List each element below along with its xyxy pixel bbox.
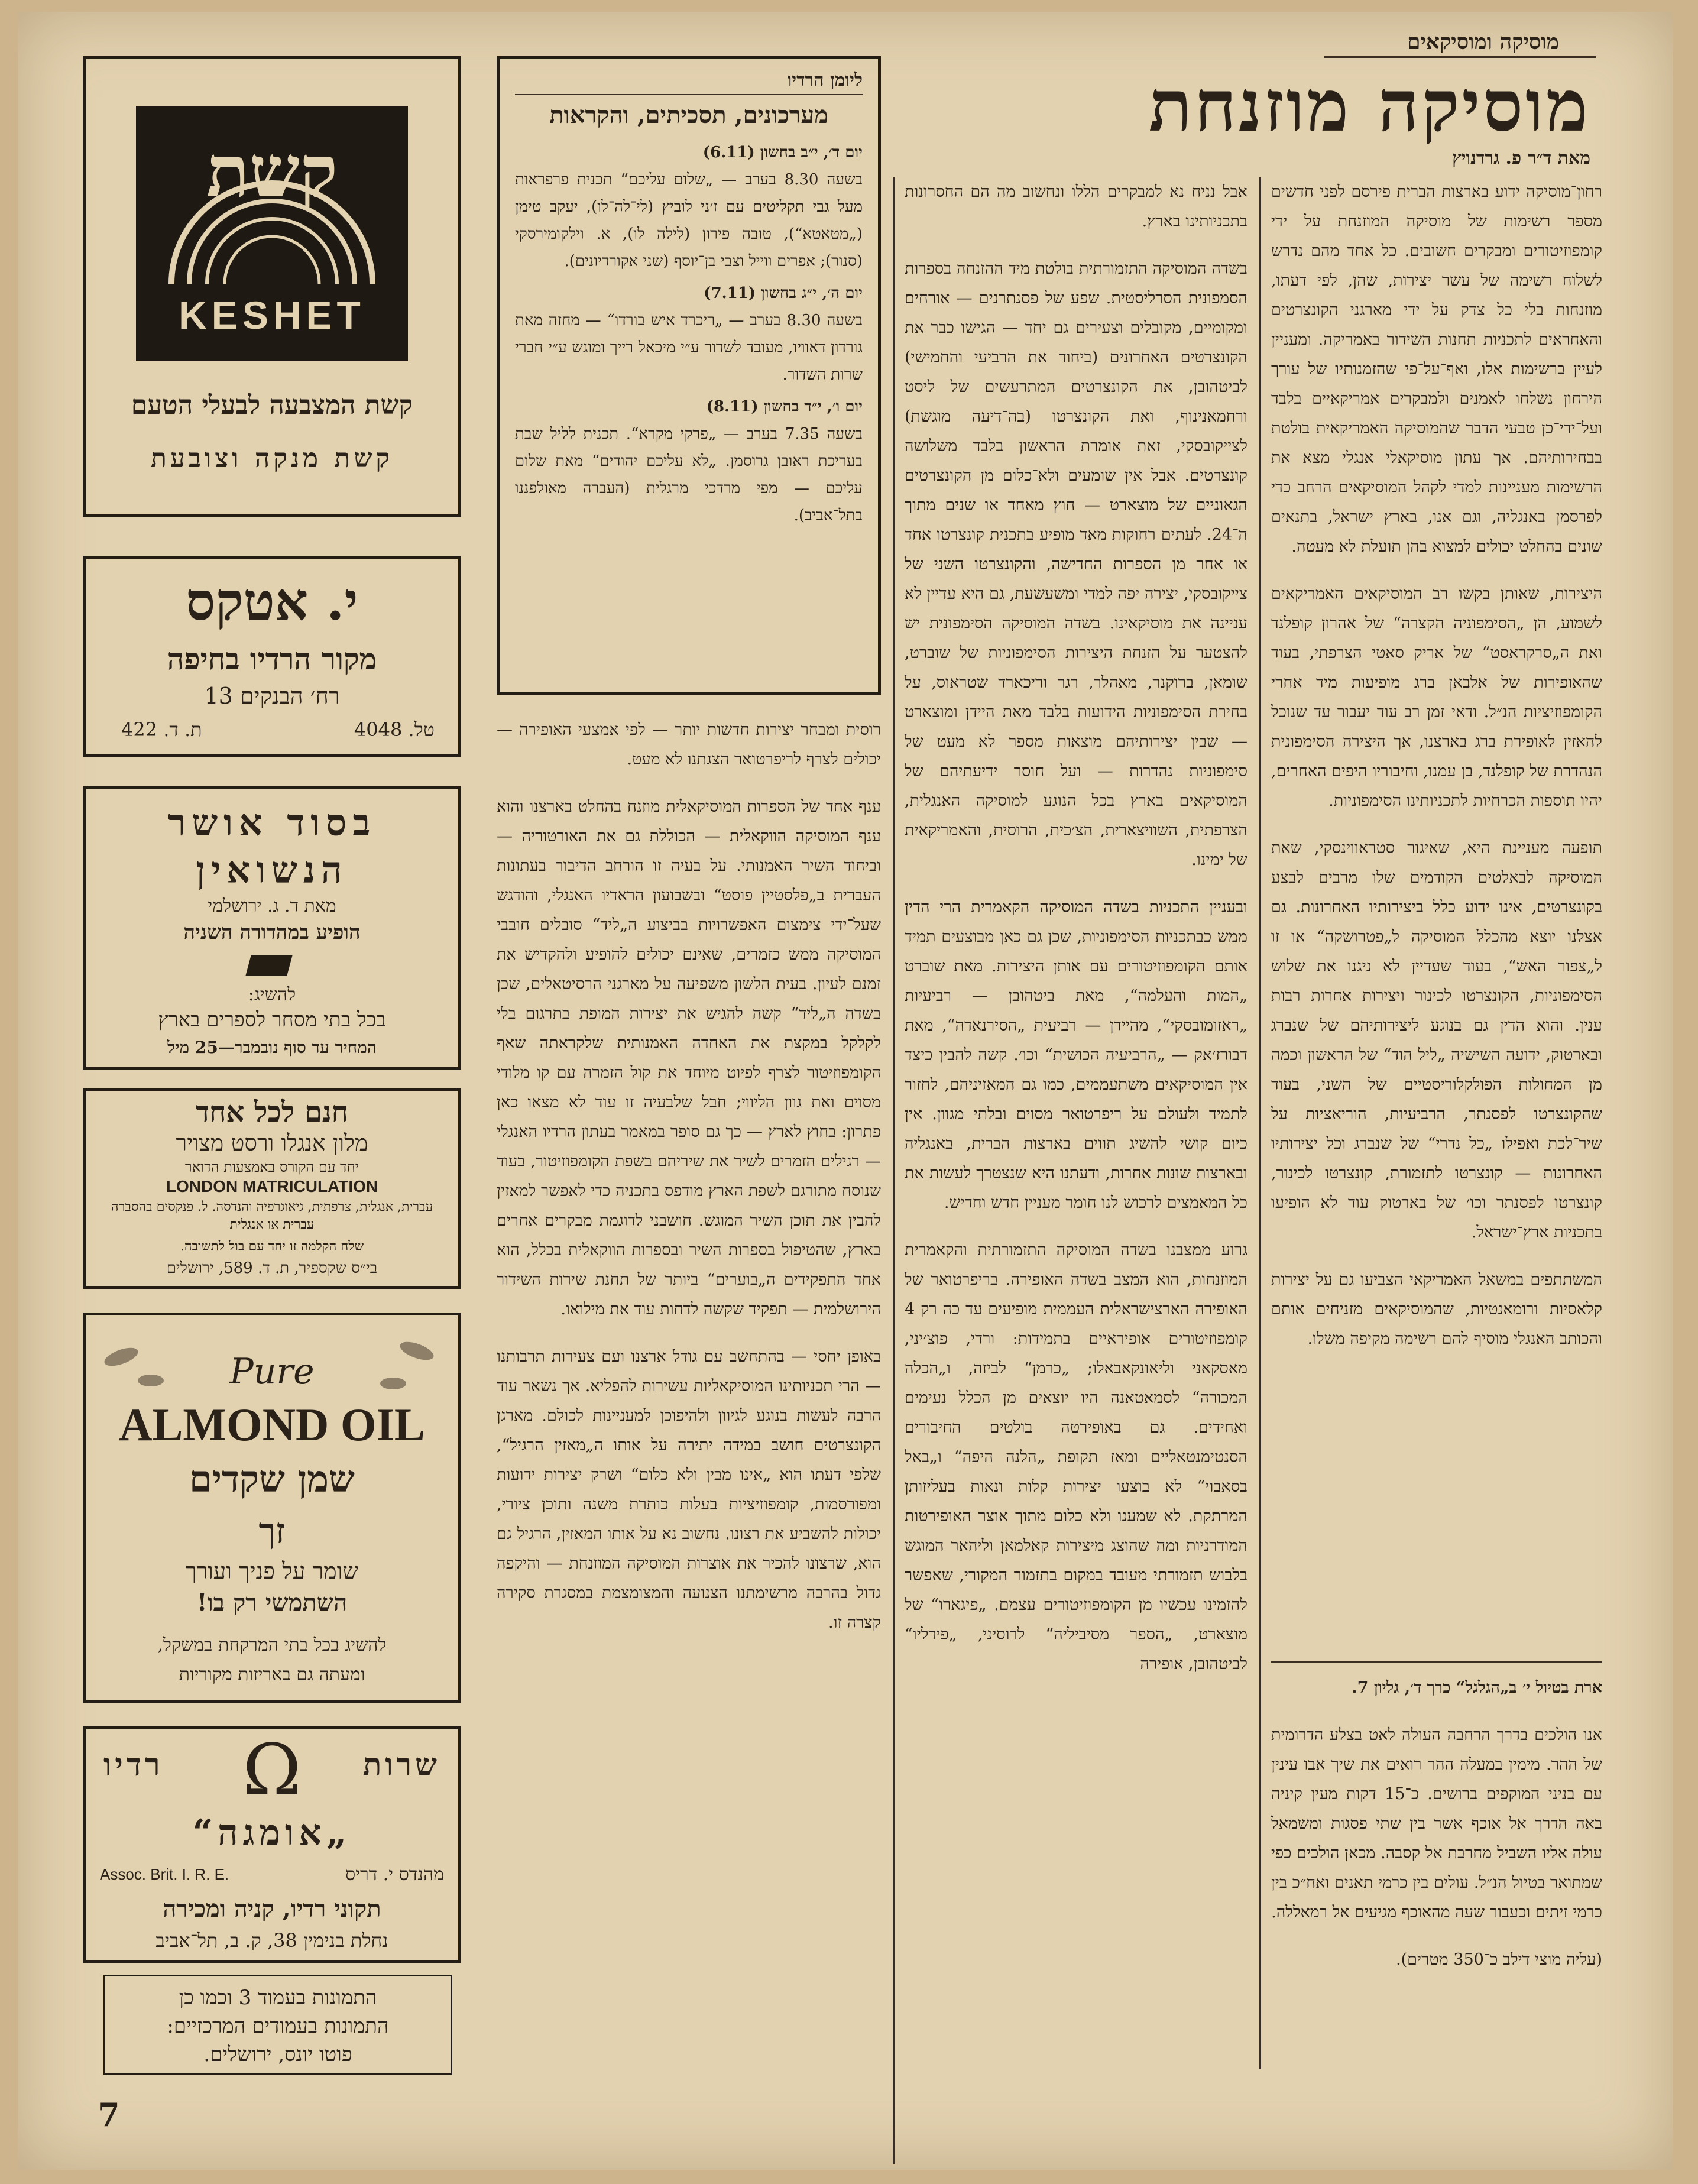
hike-note [1271,1673,1602,1992]
book-get-label: להשיג: [248,984,296,1005]
paragraph: רוסית ומבחר יצירות חדשות יותר — לפי אמצעי האופירה — יכולים לצרף לריפרטואר הצגתנו לא מעט. [497,721,881,769]
keshet-line-2: קשת מנקה וצובעת [151,443,393,474]
hotel-name: מלון אנגלו ורסט מצויר [176,1130,368,1156]
hotel-desc-1: יחד עם הקורס באמצעות הדואר [184,1159,359,1175]
omega-radio-ad [83,1726,461,1963]
omega-eng-assoc: Assoc. Brit. I. R. E. [100,1865,229,1883]
atkes-name: י. אטקס [186,571,358,632]
paragraph: ענף אחד של הספרות המוסיקאלית מוזנח בהחלט בארצנו והוא ענף המוסיקה הווקאלית — הכוללת גם את האורטוריה — וביחוד השיר האמנותי. על בעיה זו הורחב הדיבור בעתונות העברית ב„פלסטיין פוסט“ ובשבועון הראדיו האנגלי, והודגש שעל־ידי צימצום האפשרויות בביצוע ה„ליד“ סובלים חובבי המוסיקה ממש כזמרים, שאינם יכולים להופיע ולהקדיש את זמנם לעיון. בעית הלשון משפיעה על מארגני הרסיטאלים, שכן בשדה ה„ליד“ קשה להגיש את יצירות המופת בתרגום בלי לקלקל במקצת את האחדה האמנותית שלקראתה שאף הקומפוזיטור לצרף לפיוט מיוחד את קול הזמרה עם קו מלודי מסוים ואת גוון הליווי; חבל שלבעיה זו עוד לא מצאו כאן פתרון: בחוץ לארץ — כך גם סופר במאמר בעתון הרדיו האנגלי — רגילים הזמרים לשיר את שיריהם בשפת הקומפוזיטור, בעוד שנוסח מתורגם לשפת הארץ מודפס בתכניה כדי לאפשר למאזין להבין את תוכן השיר המוגש. חושבני לדוגמת מבקרים אחרים בארץ, שהטיפול בספרות השיר ובספרות הווקאלית בכלל, הוא אחד התפקידים ה„בוערים“ ביותר של תחנת שירות השידור הירושלמית — תפקיד שקשה לדחות עוד את מילואו. [497,798,882,1318]
hike-note-source: ארת בטיול י׳ ב„הגלגל“ כרך ד׳, גליון 7. [1352,1678,1602,1697]
paragraph: ובעניין התכניות בשדה המוסיקה הקאמרית הרי הדין ממש כבתכניות הסימפוניות, שכן גם כאן מבוצעים תמיד אותם הקומפוזיטורים עם אותן היצירות. מאת שוברט „המות והעלמה“, מאת ביטהובן — רביעיות „ראזומובסקי“, מהיידן — רביעית „הסירנאדה“, מאת דבורז׳אק — „הרביעיה הכושית“ וכו׳. קשה להבין כיצד אין המוסיקאים משתעממים, כמו גם המאזיניהם, לחזור לתמיד ולעולם על ריפרטואר מסוים ובלתי מגוון. אין כיום קושי להשיג תווים בארצות הברית, באנגליה ובארצות שונות אחרות, ודעתנו היא שנצטרך לעשות את כל המאמצים לרכוש לנו חומר מעניין חדש וחדיש. [905,898,1247,1212]
radio-entry-text: בשעה 8.30 בערב — „שלום עליכם“ תכנית פרפראות מעל גבי תקליטים עם ז׳ני לוביץ (לי־לה־לו), יעקב טימן („מטאטא“), טובה פירון (לילה לו), א. וילקומירסקי (סנור); אפרים ווייל וצבי בן־יוסף (שני אקורדיונים). [515,171,863,270]
keshet-line-1: קשת המצבעה לבעלי הטעם [131,390,413,420]
almond-pure: Pure [229,1351,315,1392]
paragraph: בשדה המוסיקה התזמורתית בולטת מיד ההזנחה בספרות הסמפונית הסרליסטית. שפע של פסנתרנים — אורחים ומקומיים, מקובלים וצעירים גם יחד — הגישו כבר את הקונצרטים האחרונים (ביחוד את הרביעי והחמישי) לביטהובן, את הקונצרטים המתרעשים של ליסט ורחמאנינוף, ואת הקונצרטו (בה־דיעה מוגשת) לצייקובסקי, זאת אומרת הראשון בלבד משלושה קונצרטים. אבל אין שומעים ולא־כלום מן הקונצרטים הגאוניים של מוצארט — חוץ מאחד או שנים מתוך ה־24. לעתים רחוקות מאד מופיע בתכנית קונצרטו אחד או אחר מן הספרות החדישה, והקונצרטו השני של צייקובסקי, יצירה יפה למדי ומשעשעת, גם היא עדיין לא עניינה את מוסיקאינו. בשדה המוסיקה הסימפונית יש להצטער על הזנחת היצירות הסימפוניות של שוברט, שומאן, ברוקנר, מאהלר, רגר וריכארד שטראוס, על בחירת הסימפוניות הידועות בלבד מאת היידן ומוצארט — שבין יצירותיהם מוצאות מספר לא מעט של סימפוניות נהדרות — ועל חוסר ידיעתיהם של המוסיקאים בארץ בכל הנוגע למוסיקה האנגלית, הצרפתית, השוויצארית, הצ׳כית, הרוסית, והאמריקאית של ימינו. [905,260,1247,869]
radio-diary-title: מערכונים, תסכיתים, והקראות [549,101,828,129]
keshet-ad [83,56,461,517]
omega-radio-label: רדיו [103,1747,164,1783]
book-price: המחיר עד סוף נובמבר—25 מיל [167,1038,377,1057]
page-number: 7 [98,2096,120,2134]
omega-service-label: שרות [362,1747,440,1783]
book-title-2: הנשואין [196,848,348,892]
almond-zach: זך [258,1511,286,1551]
photo-credit-box [103,1975,452,2075]
atkes-phone: טל. 4048 [354,718,435,741]
book-author: מאת ד. ג. ירושלמי [208,896,336,916]
hotel-address: בי״ס שקספיר, ת. ד. 589, ירושלים [166,1259,378,1277]
radio-entry-date: יום ה׳, י״ג בחשון (7.11) [704,284,863,302]
radio-entry-date: יום ד׳, י״ב בחשון (6.11) [702,144,863,161]
paragraph: רחון־מוסיקה ידוע בארצות הברית פירסם לפני חדשים מספר רשימות של מוסיקה המוזנחת על ידי קומפוזיטורים ומבקרים חשובים. כל אחד מהם נדרש לשלוח רשימה של עשר יצירות, שהן, לפי דעתו, מוזנחות בלי כל צדק על ידי מארגני הקונצרטים והאחראים לתכניות תחנות השידור באמריקה. ומעניין לעיין ברשימות אלו, ואף־על־פי שהזמנותיו של עורך הירחון נשלחו לאמנים ולמבקרים אמריקאיים בלבד ועל־ידי־כן טבעי הדבר שהמוסיקה האמריקאית בולטת בבחירותיהם. אך עתון מוסיקאלי אנגלי מצא את הרשימות מעניינות למדי לקהל המוסיקאים הרחב כדי לפרסמן באנגליה, וגם אנו, בארץ ישראל, בתנאים שונים בהחלט יכולים למצוא בהן תועלת לא מעטה. [1271,183,1602,556]
book-icon [245,955,293,976]
omega-address: נחלת בנימין 38, ק. ב, תל־אביב [155,1929,388,1952]
keshet-logo-hebrew: קשת [206,130,338,213]
matriculation-ad [83,1088,461,1289]
paragraph: תופעה מעניינת היא, שאיגור סטראווינסקי, שאת המוסיקה לבאלטים הקודמים שלו מרבים לבצע בקונצרטים, אינו ידוע כלל ביצירותיו האחרונות. גם אצלנו יוצא מהכלל המוסיקה ל„פטרושקה“ או זו ל„צפור האש“, בעוד שעדיין לא ניגנו את שלוש הסימפוניות, הקונצרטו לכינור ויצירות אחרות רבות ענין. והוא הדין גם בנוגע ליצירותיהם של שנברג ובארטוק, ידועה השישיה „ליל הוד“ של הראשון וכמה מן המחולות הפולקלוריסטיים של השני, בעוד שהקונצרטו לפסנתר, הרביעיות, הוריאציות על שיר־לכת ואפילו „כל נדרי“ של שנברג וכל יצירותיו האחרונות — קונצרטו לתזמורת, קונצרטו לכינור, קונצרטו לפסנתר וכו׳ של בארטוק עוד לא הופיעו בתכניות ארץ־ישראל. [1271,839,1602,1242]
radio-entry-text: בשעה 8.30 בערב — „ריכרד איש בורדו“ — מחזה מאת גורדון דאוויו, מעובד לשדור ע״י מיכאל רייך ומוגש ע״י חברי שרות השדור. [515,312,863,384]
paragraph: אבל נניח נא למבקרים הללו ונחשוב מה הם החסרונות בתכניותינו בארץ. [905,183,1247,231]
header-rule [1324,56,1596,58]
article-byline: מאת ד״ר פ. גרדנויץ [1452,148,1590,169]
book-where: בכל בתי מסחר לספרים בארץ [158,1008,386,1032]
radio-diary-box [497,56,881,695]
book-title-1: בסוד אושר [167,801,377,844]
almond-hebrew: שמן שקדים [189,1457,355,1501]
keshet-logo [136,106,408,361]
radio-entry-text: בשעה 7.35 בערב — „פרקי מקרא“. תכנית לליל שבת בעריכת ראובן גרוסמן. „לא עליכם יהודים“ מאת שלום עליכם — מפי מרדכי מרגלית (העברה מאולפננו בתל־אביב). [515,425,863,524]
column-divider [1259,177,1261,2069]
almond-availability-1: להשיג בכל בתי המרקחת במשקל, [157,1635,387,1655]
atkes-pobox: ת. ד. 422 [121,718,202,741]
photo-credit-line-2: התמונות בעמודים המרכזיים: [167,2014,389,2038]
book-edition: הופיע במהדורה השניה [183,921,361,944]
section-rule [1271,1661,1602,1663]
hotel-latin: LONDON MATRICULATION [166,1177,378,1195]
section-header: מוסיקה ומוסיקאים [1407,30,1559,54]
omega-name: „אומגה“ [192,1812,352,1854]
atkes-radio-ad [83,556,461,757]
radio-entry-date: יום ו׳, י״ד בחשון (8.11) [706,398,863,416]
hike-note-body: אנו הולכים בדרך הרחבה העולה לאט בצלע הדרומית של ההר. מימין במעלה ההר רואים את שיך אבו עינין עם בניני המוקפים ברושים. כ־15 דקות מעין קיניה באה הדרך אל אוכף אשר בין שתי פסגות ומשמאל עולה אליו השביל מחרבת אל קסבה. מכאן הולכים כפי שמתואר בטיול הנ״ל. עולים בין כרמי תאנים ואח״כ בין כרמי זיתים וכעבור שעה מהאוכף מגיעים אל רמאללה. [1271,1726,1602,1921]
photo-credit-line-3: פוטו יונס, ירושלים. [203,2043,352,2066]
omega-services: תקוני רדיו, קניה ומכירה [163,1895,381,1923]
almond-product: ALMOND OIL [119,1399,425,1450]
atkes-address: רח׳ הבנקים 13 [204,683,340,709]
hotel-desc-3: שלח הקלמה זו יחד עם בול לתשובה. [180,1239,364,1254]
article-column-3 [497,715,881,1655]
paragraph: המשתתפים במשאל האמריקאי הצביעו גם על יצירות קלאסיות ורומאנטיות, שהמוסיקאים מזניחים אותם והכותב האנגלי מוסיף להם רשימה מקיפה משלו. [1271,1271,1602,1348]
hike-note-footnote: (עליה מוצי דילב כ־350 מטרים). [1396,1950,1602,1969]
omega-engineer: מהנדס י. דריס [345,1864,444,1885]
almond-availability-2: ומעתה גם באריזות מקוריות [179,1664,365,1685]
paragraph: באופן יחסי — בהתחשב עם גודל ארצנו ועם צעירות תרבותנו — הרי תכניותינו המוסיקאליות עשירות להפליא. אך נשאר עוד הרבה לעשות בנוגע לגיוון ולהיפוכן למעניינות לכולם. מארגן הקונצרטים חושב במידה יתירה על אותו ה„מאזין הרגיל“, שלפי דעתו הוא „אינו מבין ולא כלום“ ושרק יצירות ידועות ומפורסמות, קומפוזיציות בעלות כותרת משנה ותוכן ציורי, יכולות להשביע את רצונו. נחשוב נא על אותו המאזין, הרגיל גם הוא, שרצונו להכיר את אוצרות המוסיקה המוזנחת — והיקפה גדול בהרבה מרשימתנו הצנועה והמצומצמת במסגרת סקירה קצרה זו. [497,1347,881,1632]
hotel-headline: חנם לכל אחד [195,1096,349,1129]
keshet-logo-latin: KESHET [179,293,365,337]
omega-symbol-icon: Ω [242,1729,302,1812]
article-column-2 [905,177,1247,1697]
paragraph: היצירות, שאותן בקשו רב המוסיקאים האמריקאים לשמוע, הן „הסימפוניה הקצרה“ של אהרון קופלנד ואת ה„סרקראסט“ של אריק סאטי הצרפתי, בעוד שהאופירות של אלבאן ברג מופיעות מיד אחרי הקומפוזיציות הנ״ל. ודאי זמן רב עוד יעבור עד שנוכל להאזין לאופירת ברג בארצנו, אך היצירה הסימפונית הנהדרת של קופלנד, בן עמנו, וחיבוריו היפים האחרים, יהיו תוספות הכרחיות לתכניותינו הסימפוניות. [1271,585,1602,810]
paragraph: גרוע ממצבנו בשדה המוסיקה התזמורתית והקאמרית המוזנחות, הוא המצב בשדה האופירה. בריפרטואר של האופירה הארצישראלית העממית מופיעים עד כה רק 4 קומפוזיטורים אופיראיים בתמידות: ורדי, פוצ׳יני, מאסקאני וליאונקאבאלו; „כרמן“ לביזה, ו„הכלה המכורה“ לסמאטאנה היו יוצאים מן הכלל נעימים ואחידים. גם באופירטה בולטים החיבורים הסנטימנטאליים ומאז תקופת „הלנה היפה“ ו„באל בסאבוי“ לא בוצעו יצירות קלות ונאות בעליזותן המרתקת. לא שמענו ולא כלום מתוך אוצר האופירטות המודרניות ומה שהוצג מיצירות קאלמאן וליהאר המוגש בלבוש תזמורתי מעובד במקום בתזמור המקורי, שאפשר להזמינו עכשיו מן הקומפוזיטורים עצמם. „פיגארו“ של מוצארט, „הספר מסיביליה“ לרוסיני, „פידליו“ לביטהובן, אופירה [905,1241,1247,1673]
column-divider [893,177,895,2164]
almond-slogan-1: שומר על פניך ועורך [185,1558,359,1584]
almond-slogan-2: השתמשי רק בו! [196,1589,348,1616]
article-column-1 [1271,177,1602,1372]
hotel-desc-2: עברית, אנגלית, צרפתית, גיאוגרפיה והנדסה. ל. פנקסים בהסברה עברית או אנגלית [111,1200,433,1232]
almond-oil-ad [83,1313,461,1703]
book-ad [83,786,461,1070]
article-title: מוסיקה מוזנחת [1148,64,1590,148]
radio-diary-kicker: ליומן הרדיו [515,70,863,95]
photo-credit-line-1: התמונות בעמוד 3 וכמו כן [179,1986,377,2010]
atkes-tagline: מקור הרדיו בחיפה [167,641,377,676]
